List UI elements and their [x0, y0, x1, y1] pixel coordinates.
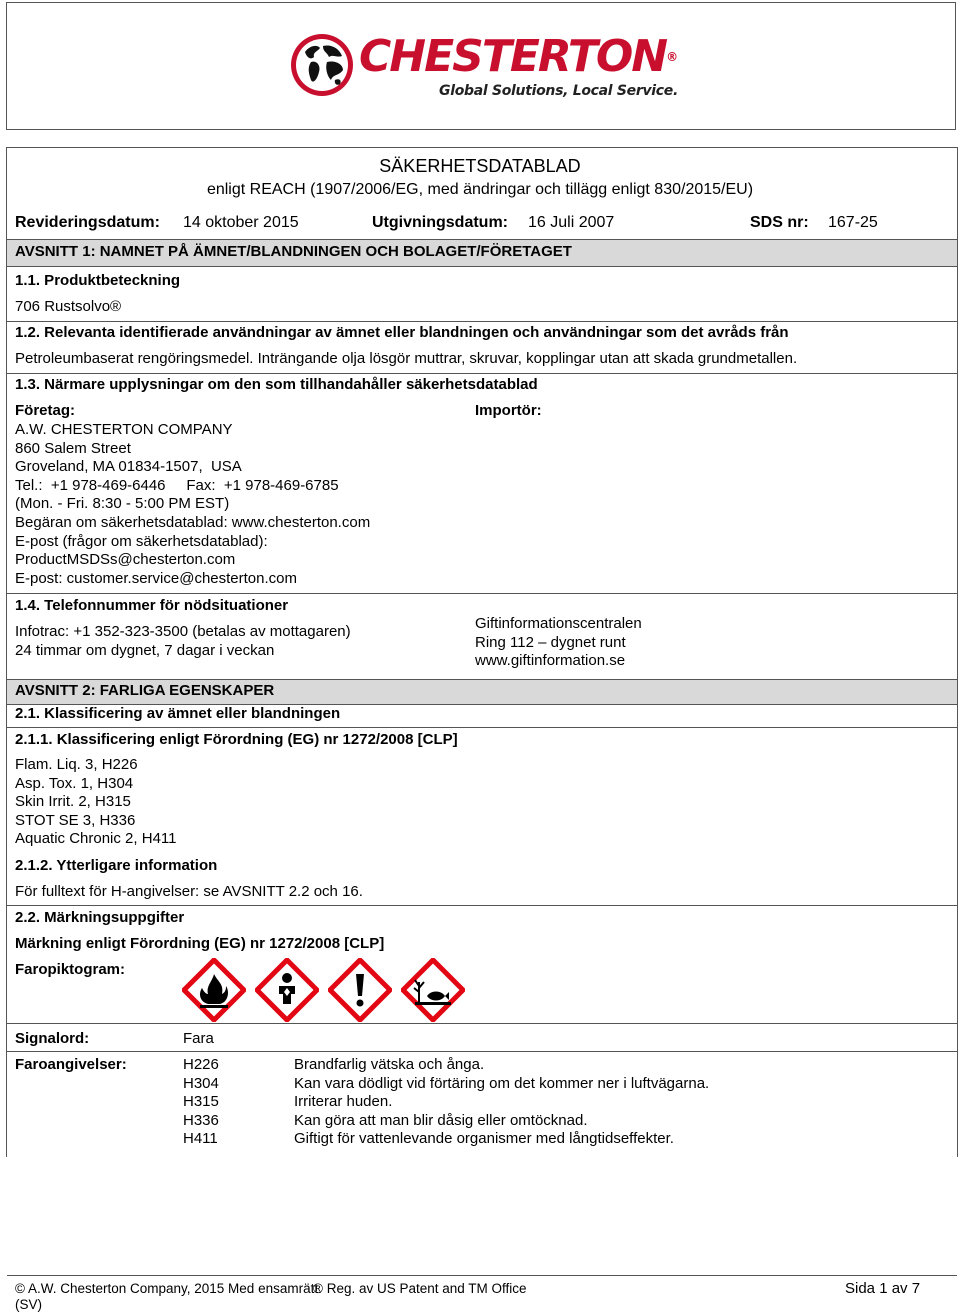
labelling-title: Märkning enligt Förordning (EG) nr 1272/2008 [CLP] — [15, 935, 385, 952]
uses-text: Petroleumbaserat rengöringsmedel. Inträngande olja lösgör muttrar, skruvar, kopplingar utan att skada grundmetallen. — [15, 350, 798, 367]
classification-list — [15, 756, 176, 849]
s11-title: 1.1. Produktbeteckning — [15, 272, 181, 289]
environment-icon — [401, 958, 465, 1022]
list-item: Aquatic Chronic 2, H411 — [15, 830, 177, 848]
divider — [7, 905, 957, 906]
company-line: E-post: customer.service@chesterton.com — [15, 569, 297, 587]
list-item: Skin Irrit. 2, H315 — [15, 793, 131, 811]
hazard-code: H304 — [183, 1074, 219, 1092]
divider — [7, 1051, 957, 1052]
hazard-text: Irriterar huden. — [294, 1093, 393, 1111]
pictogram-label: Faropiktogram: — [15, 961, 126, 978]
hazard-texts — [294, 1056, 709, 1149]
flame-icon — [182, 958, 246, 1022]
hazard-code: H315 — [183, 1093, 219, 1111]
divider — [7, 727, 957, 728]
document-subtitle: enligt REACH (1907/2006/EG, med ändringar och tillägg enligt 830/2015/EU) — [206, 181, 754, 198]
company-line: A.W. CHESTERTON COMPANY — [15, 421, 233, 438]
footer-copyright: © A.W. Chesterton Company, 2015 Med ensamrätt. — [15, 1281, 322, 1296]
s212-title: 2.1.2. Ytterligare information — [15, 857, 218, 874]
page-number: Sida 1 av 7 — [845, 1280, 921, 1297]
signal-label: Signalord: — [15, 1030, 90, 1047]
hazard-text: Kan göra att man blir dåsig eller omtöcknad. — [294, 1111, 588, 1129]
company-line: Groveland, MA 01834-1507, USA — [15, 458, 242, 476]
hazard-codes — [183, 1056, 219, 1149]
document-title: SÄKERHETSDATABLAD — [379, 156, 581, 176]
exclamation-icon — [328, 958, 392, 1022]
s13-title: 1.3. Närmare upplysningar om den som tillhandahåller säkerhetsdatablad — [15, 376, 538, 393]
company-line: Tel.: +1 978-469-6446 Fax: +1 978-469-6785 — [15, 476, 339, 494]
health-hazard-icon — [255, 958, 319, 1022]
poison-line: Giftinformationscentralen — [475, 615, 642, 632]
hazard-text: Brandfarlig vätska och ånga. — [294, 1056, 485, 1073]
hazard-code: H226 — [183, 1056, 219, 1073]
emergency-line: 24 timmar om dygnet, 7 dagar i veckan — [15, 641, 275, 659]
s14-title: 1.4. Telefonnummer för nödsituationer — [15, 597, 289, 614]
importer-label: Importör: — [475, 402, 542, 419]
revision-value: 14 oktober 2015 — [183, 214, 299, 231]
poison-line: www.giftinformation.se — [475, 652, 626, 670]
hazard-text: Giftigt för vattenlevande organismer med långtidseffekter. — [294, 1130, 674, 1148]
list-item: STOT SE 3, H336 — [15, 811, 136, 829]
divider — [7, 373, 957, 374]
emergency-line: Infotrac: +1 352-323-3500 (betalas av mottagaren) — [15, 623, 351, 640]
section1-heading: AVSNITT 1: NAMNET PÅ ÄMNET/BLANDNINGEN OCH BOLAGET/FÖRETAGET — [15, 243, 572, 260]
company-line: (Mon. - Fri. 8:30 - 5:00 PM EST) — [15, 495, 230, 513]
footer-patent: ® Reg. av US Patent and TM Office — [313, 1281, 527, 1296]
section2-heading: AVSNITT 2: FARLIGA EGENSKAPER — [15, 682, 275, 699]
s211-title: 2.1.1. Klassificering enligt Förordning (EG) nr 1272/2008 [CLP] — [15, 731, 458, 748]
company-label: Företag: — [15, 402, 75, 419]
product-name: 706 Rustsolvo® — [15, 298, 122, 315]
sds-value: 167-25 — [828, 214, 878, 231]
logo — [285, 28, 685, 108]
sds-label: SDS nr: — [750, 214, 809, 231]
company-line: E-post (frågor om säkerhetsdatablad): — [15, 532, 268, 550]
issue-value: 16 Juli 2007 — [528, 214, 615, 231]
emergency-block — [15, 623, 351, 660]
divider — [7, 593, 957, 594]
hazard-text: Kan vara dödligt vid förtäring om det kommer ner i luftvägarna. — [294, 1074, 710, 1092]
s22-title: 2.2. Märkningsuppgifter — [15, 909, 185, 926]
hazard-code: H336 — [183, 1111, 219, 1129]
issue-label: Utgivningsdatum: — [372, 214, 508, 231]
divider — [7, 1023, 957, 1024]
divider — [7, 321, 957, 322]
revision-label: Revideringsdatum: — [15, 214, 160, 231]
s12-title: 1.2. Relevanta identifierade användningar av ämnet eller blandningen och användningar som det avråds från — [15, 324, 789, 341]
poison-line: Ring 112 – dygnet runt — [475, 633, 626, 651]
list-item: Flam. Liq. 3, H226 — [15, 756, 138, 773]
poison-center-block — [475, 615, 642, 671]
footer-divider — [7, 1275, 957, 1276]
s21-title: 2.1. Klassificering av ämnet eller blandningen — [15, 705, 341, 722]
hazard-label: Faroangivelser: — [15, 1056, 127, 1073]
signal-value: Fara — [183, 1030, 214, 1047]
company-block — [15, 421, 370, 588]
brand-tagline: Global Solutions, Local Service. — [439, 83, 678, 99]
company-line: ProductMSDSs@chesterton.com — [15, 551, 236, 569]
hazard-code: H411 — [183, 1130, 218, 1148]
footer-language: (SV) — [15, 1297, 42, 1312]
brand-name: CHESTERTON® — [359, 31, 677, 82]
fulltext-note: För fulltext för H-angivelser: se AVSNITT 2.2 och 16. — [15, 883, 363, 900]
globe-icon — [287, 30, 357, 100]
list-item: Asp. Tox. 1, H304 — [15, 774, 134, 792]
company-line: 860 Salem Street — [15, 439, 131, 457]
company-line: Begäran om säkerhetsdatablad: www.chesterton.com — [15, 513, 371, 531]
